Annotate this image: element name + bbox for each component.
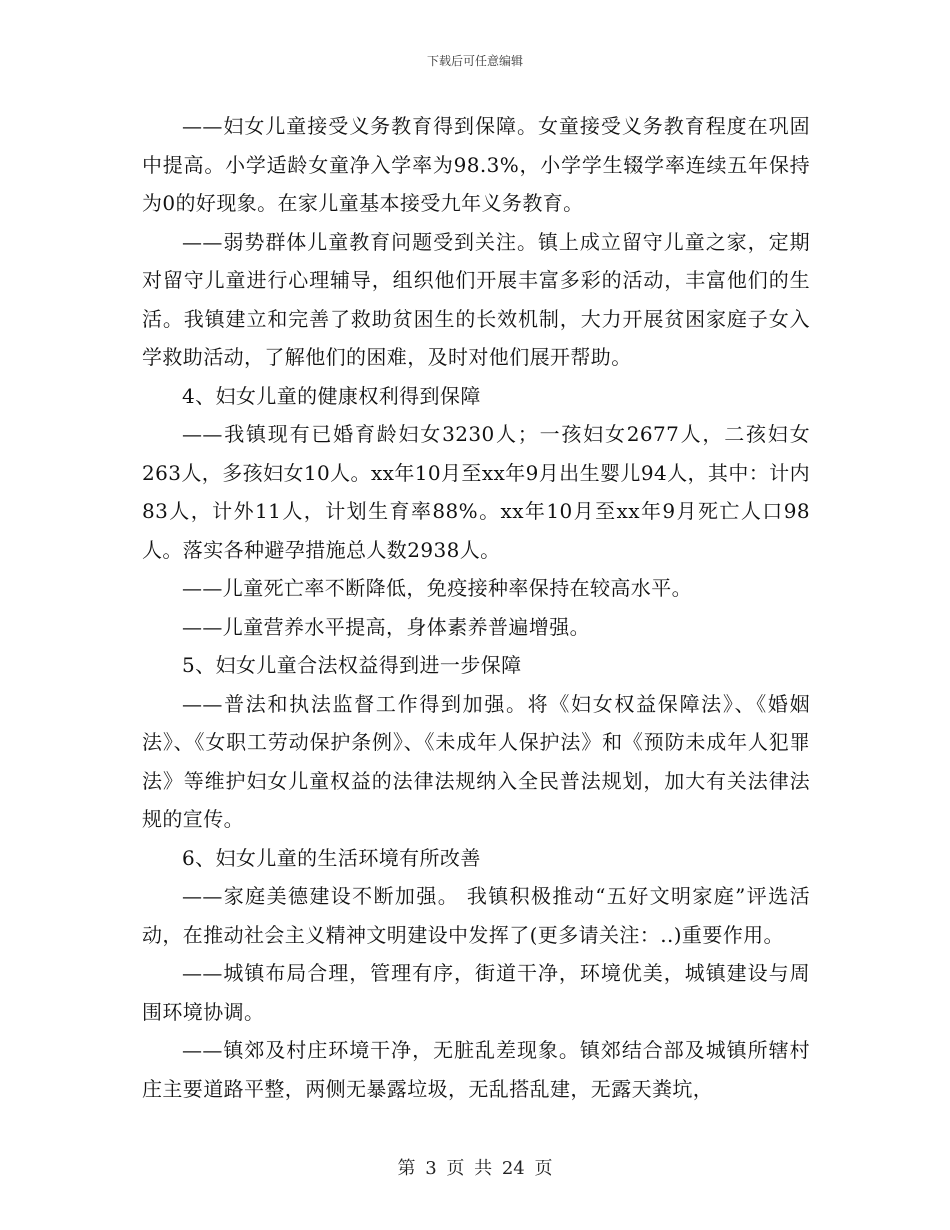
section-heading-legal-rights: 5、妇女儿童合法权益得到进一步保障 (182, 653, 522, 677)
paragraph-vulnerable-children: ——弱势群体儿童教育问题受到关注。镇上成立留守儿童之家，定期对留守儿童进行心理辅导，组织他们开展丰富多彩的活动，丰富他们的生活。我镇建立和完善了救助贫困生的长效机制，大力开展贫困家庭子女入学救助活动，了解他们的困难，及时对他们展开帮助。 (142, 229, 810, 369)
paragraph-child-nutrition: ——儿童营养水平提高，身体素养普遍增强。 (182, 614, 590, 639)
document-body (142, 107, 810, 1108)
paragraph-law-education: ——普法和执法监督工作得到加强。将《妇女权益保障法》、《婚姻法》、《女职工劳动保护条例》、《未成年人保护法》和《预防未成年人犯罪法》等维护妇女儿童权益的法律法规纳入全民普法规划，加大有关法律法规的宣传。 (142, 691, 810, 831)
paragraph-child-mortality: ——儿童死亡率不断降低，免疫接种率保持在较高水平。 (182, 576, 692, 600)
paragraph-compulsory-education: ——妇女儿童接受义务教育得到保障。女童接受义务教育程度在巩固中提高。小学适龄女童净入学率为98.3%，小学学生辍学率连续五年保持为0的好现象。在家儿童基本接受九年义务教育。 (142, 114, 810, 215)
section-heading-living-environment: 6、妇女儿童的生活环境有所改善 (182, 845, 481, 870)
section-heading-health: 4、妇女儿童的健康权利得到保障 (182, 383, 481, 408)
paragraph-family-planning-stats: ——我镇现有已婚育龄妇女3230人；一孩妇女2677人，二孩妇女263人，多孩妇女10人。xx年10月至xx年9月出生婴儿94人，其中：计内83人，计外11人，计划生育率88%。xx年10月至xx年9月死亡人口98人。落实各种避孕措施总人数2938人。 (142, 422, 810, 562)
paragraph-family-virtue: ——家庭美德建设不断加强。 我镇积极推动“五好文明家庭”评选活动，在推动社会主义精神文明建设中发挥了(更多请关注：..)重要作用。 (142, 884, 810, 947)
page-footer: 第 3 页 共 24 页 (397, 1158, 553, 1179)
paragraph-town-layout: ——城镇布局合理，管理有序，街道干净，环境优美，城镇建设与周围环境协调。 (142, 961, 810, 1024)
page-header: 下载后可任意编辑 (426, 54, 523, 68)
paragraph-village-environment: ——镇郊及村庄环境干净，无脏乱差现象。镇郊结合部及城镇所辖村庄主要道路平整，两侧无暴露垃圾，无乱搭乱建，无露天粪坑， (142, 1038, 810, 1101)
